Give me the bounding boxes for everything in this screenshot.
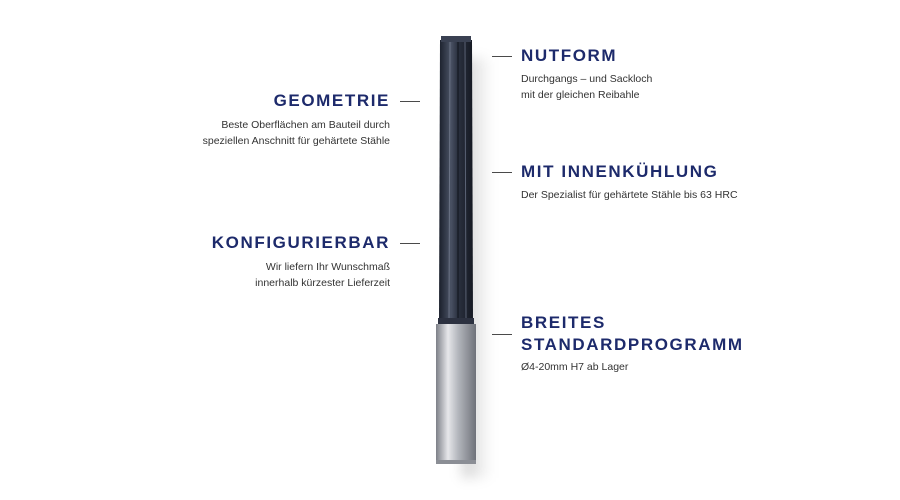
geometrie-description: Beste Oberflächen am Bauteil durch speziellen Anschnitt für gehärtete Stähle [202,119,390,147]
nutform-description: Durchgangs – und Sackloch mit der gleichen Reibahle [521,73,653,101]
tool-shank-end [436,460,476,464]
tool-tip [441,36,471,42]
innenkuehlung-description: Der Spezialist für gehärtete Stähle bis 63 HRC [521,189,738,201]
tool-fluted-body [439,40,473,322]
konfigurierbar-leader-line [400,243,420,244]
nutform-leader-line [492,56,512,57]
konfigurierbar-heading: KONFIGURIERBAR [211,233,390,252]
standardprogramm-description: Ø4-20mm H7 ab Lager [521,361,629,373]
konfigurierbar-description: Wir liefern Ihr Wunschmaß innerhalb kürzester Lieferzeit [255,261,390,289]
geometrie-leader-line [400,101,420,102]
innenkuehlung-leader-line [492,172,512,173]
innenkuehlung-heading: MIT INNENKÜHLUNG [521,162,719,181]
tool-shank [436,324,476,464]
standardprogramm-heading: BREITES STANDARDPROGRAMM [521,313,744,354]
standardprogramm-leader-line [492,334,512,335]
nutform-heading: NUTFORM [521,46,618,65]
geometrie-heading: GEOMETRIE [273,91,390,110]
